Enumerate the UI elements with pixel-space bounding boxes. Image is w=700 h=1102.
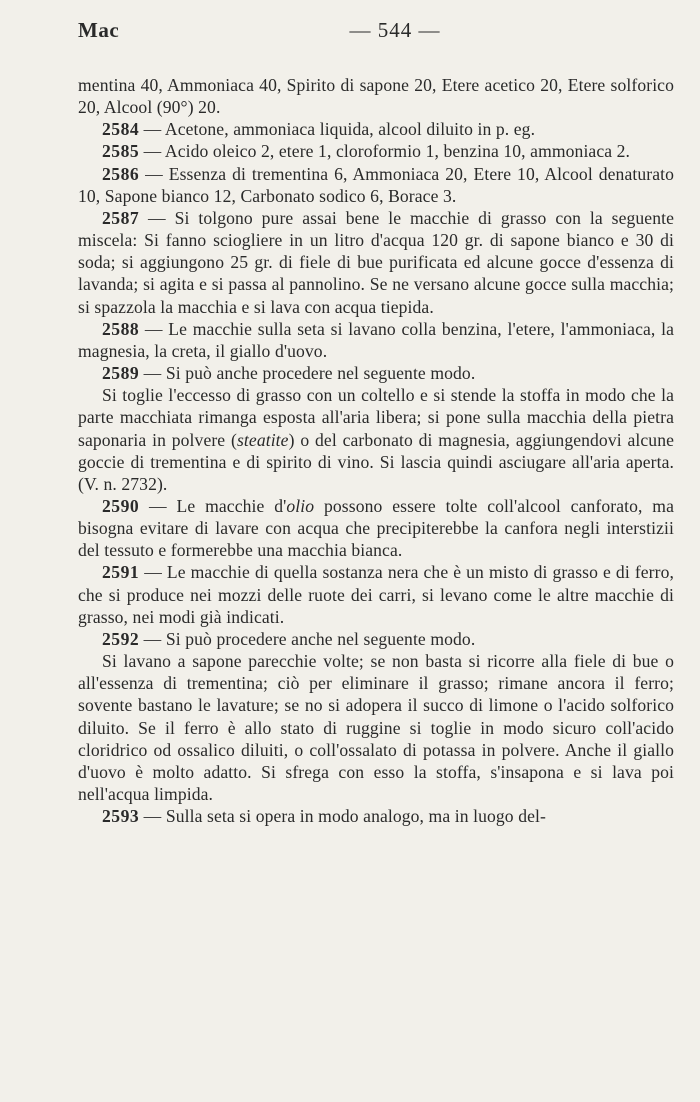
entry-number: 2593 [102, 806, 140, 827]
entry-2593: 2593 — Sulla seta si opera in modo analogo, ma in luogo del- [102, 806, 546, 827]
entry-2591: 2591 — Le macchie di quella sostanza nera che è un misto di grasso e di ferro, che si produce nei mozzi delle ruote dei carri, si levano come le altre macchie di grasso, nei modi già indicati. [78, 562, 674, 627]
entry-2589: 2589 — Si può anche procedere nel seguente modo. [102, 363, 476, 384]
paragraph-continuation: mentina 40, Ammoniaca 40, Spirito di sapone 20, Etere acetico 20, Etere solforico 20, Alcool (90°) 20. [78, 75, 674, 118]
entry-number: 2586 [102, 163, 140, 184]
entry-number: 2591 [102, 562, 140, 583]
entry-number: 2590 [102, 495, 140, 516]
entry-number: 2585 [102, 141, 140, 162]
entry-number: 2587 [102, 207, 140, 228]
entry-2588: 2588 — Le macchie sulla seta si lavano colla benzina, l'etere, l'ammoniaca, la magnesia, la creta, il giallo d'uovo. [78, 318, 674, 361]
entry-number: 2588 [102, 318, 140, 339]
paragraph-2589-body: Si toglie l'eccesso di grasso con un coltello e si stende la stoffa in modo che la parte macchiata rimanga esposta all'aria libera; si pone sulla macchia della pietra saponaria in polvere (steatite) o del carbonato di magnesia, aggiungendovi alcune goccie di trementina e di spirito di vino. Si lascia quindi asciugare all'aria aperta. (V. n. 2732). [78, 385, 674, 494]
page-number: — 544 — [349, 18, 441, 42]
running-head: Mac [78, 18, 120, 42]
italic-term: steatite [236, 429, 289, 450]
entry-number: 2589 [102, 363, 140, 384]
italic-term: olio [286, 495, 315, 516]
entry-2585: 2585 — Acido oleico 2, etere 1, cloroformio 1, benzina 10, ammoniaca 2. [102, 141, 631, 162]
entry-2584: 2584 — Acetone, ammoniaca liquida, alcool diluito in p. eg. [102, 119, 536, 140]
page-body [78, 74, 674, 827]
entry-number: 2584 [102, 119, 140, 140]
entry-number: 2592 [102, 628, 140, 649]
page-header [78, 18, 672, 48]
entry-2586: 2586 — Essenza di trementina 6, Ammoniaca 20, Etere 10, Alcool denaturato 10, Sapone bianco 12, Carbonato sodico 6, Borace 3. [78, 163, 674, 206]
paragraph-2592-body: Si lavano a sapone parecchie volte; se non basta si ricorre alla fiele di bue o all'essenza di trementina; ciò per eliminare il grasso; rimane ancora il ferro; sovente bastano le lavature; se no si adopera il succo di limone o l'acido solforico diluito. Se il ferro è allo stato di ruggine si toglie in modo sicuro coll'acido cloridrico od ossalico diluiti, o coll'ossalato di potassa in polvere. Anche il giallo d'uovo è molto adatto. Si sfrega con esso la stoffa, s'insapona e si lava poi nell'acqua limpida. [78, 651, 674, 804]
entry-2592: 2592 — Si può procedere anche nel seguente modo. [102, 628, 476, 649]
entry-2590: 2590 — Le macchie d'olio possono essere tolte coll'alcool canforato, ma bisogna evitare di lavare con acqua che precipiterebbe la canfora negli interstizii del tessuto e formerebbe una macchia bianca. [78, 495, 675, 561]
entry-2587: 2587 — Si tolgono pure assai bene le macchie di grasso con la seguente miscela: Si fanno sciogliere in un litro d'acqua 120 gr. di sapone bianco e 30 di soda; si aggiungono 25 gr. di fiele di bue purificata ed alcune gocce d'essenza di lavanda; si agita e si passa al pannolino. Se ne versano alcune gocce sulla macchia; si spazzola la macchia e si lava con acqua tiepida. [78, 207, 674, 317]
